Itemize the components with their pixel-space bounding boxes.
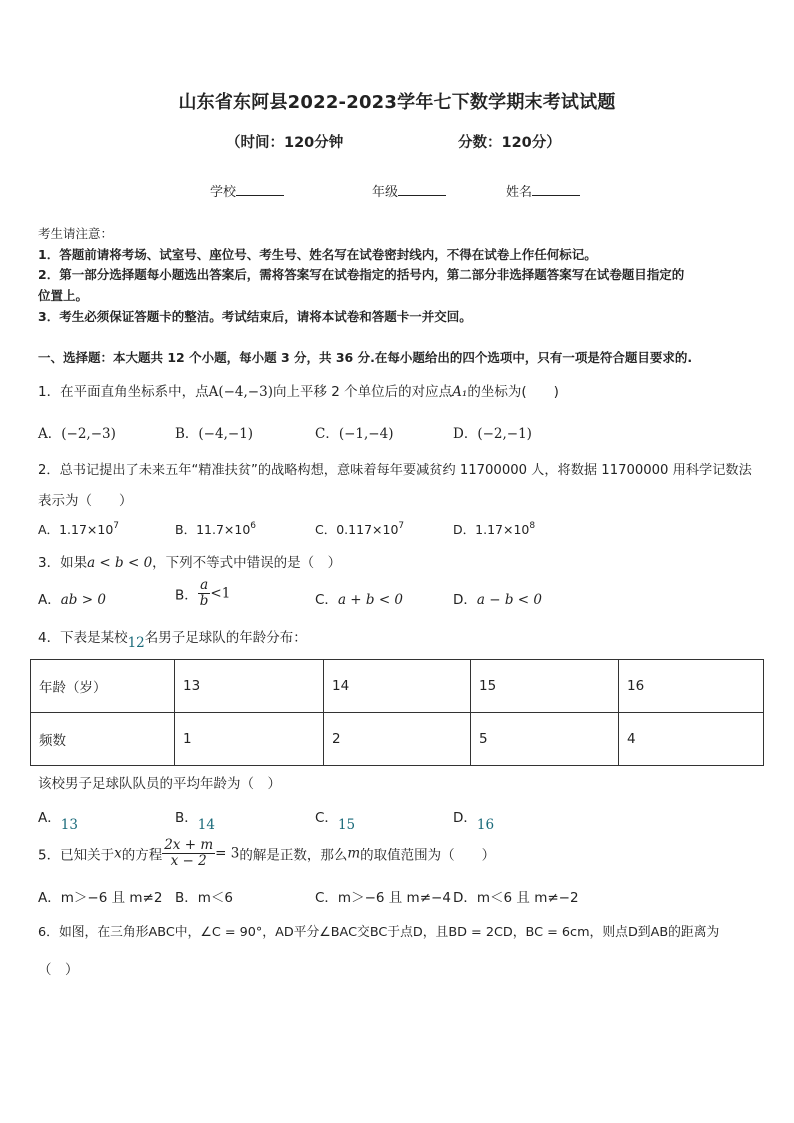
q3-text: 3．如果 bbox=[38, 555, 88, 571]
q4-number: 12 bbox=[127, 635, 145, 651]
section-heading: 一、选择题：本大题共 12 个小题，每小题 3 分，共 36 分.在每小题给出的四个选项中，只有一项是符合题目要求的. bbox=[38, 350, 693, 365]
grade-label: 年级 bbox=[372, 185, 399, 200]
table-cell: 年龄（岁） bbox=[31, 660, 175, 713]
name-blank bbox=[532, 183, 580, 196]
q1-text: 1．在平面直角坐标系中，点 bbox=[38, 384, 209, 400]
q1-option-a: A．(−2,−3) bbox=[38, 426, 116, 442]
page-title: 山东省东阿县2022-2023学年七下数学期末考试试题 bbox=[178, 92, 616, 113]
question-2-cont: 表示为（ ） bbox=[38, 493, 133, 509]
q3-option-c: C．a + b < 0 bbox=[315, 592, 404, 608]
q4-text: 4．下表是某校 bbox=[38, 630, 128, 646]
table-cell: 5 bbox=[471, 713, 619, 766]
q1-point: A(−4,−3) bbox=[208, 384, 273, 400]
q4-text-post: 名男子足球队的年龄分布： bbox=[144, 630, 307, 646]
q1-text-mid: 向上平移 2 个单位后的对应点 bbox=[272, 384, 453, 400]
exam-time: （时间：120分钟 bbox=[226, 135, 344, 151]
q3-option-a: A．ab > 0 bbox=[38, 592, 106, 608]
name-field bbox=[506, 181, 580, 200]
question-4-prompt: 该校男子足球队队员的平均年龄为（ ） bbox=[38, 776, 281, 792]
question-5: 5．已知关于x的方程 $\frac{2x + m}{x - 2}$ = 3的解是正数，那么m的取值范围为（ ） bbox=[38, 837, 496, 869]
q2-option-b: B．$11.7\times 10^6$ bbox=[175, 521, 257, 537]
q5-option-a: A．m＞−6 且 m≠2 bbox=[38, 890, 163, 906]
q4-option-c: C．15 bbox=[315, 810, 356, 833]
table-row bbox=[31, 660, 764, 713]
notice-item: 3．考生必须保证答题卡的整洁。考试结束后，请将本试卷和答题卡一并交回。 bbox=[38, 309, 472, 324]
table-row bbox=[31, 713, 764, 766]
q1-option-d: D．(−2,−1) bbox=[453, 426, 532, 442]
table-cell: 13 bbox=[175, 660, 324, 713]
question-6: 6．如图，在三角形ABC中，∠C = 90°，AD平分∠BAC交BC于点D，且BD = 2CD，BC = 6cm，则点D到AB的距离为 bbox=[38, 925, 720, 940]
grade-field bbox=[372, 181, 446, 200]
q5-option-b: B．m＜6 bbox=[175, 890, 234, 906]
q1-point2: A₁ bbox=[452, 384, 468, 400]
question-1 bbox=[38, 380, 559, 400]
q4-option-b: B．14 bbox=[175, 810, 215, 833]
table-cell: 14 bbox=[324, 660, 471, 713]
notice-heading: 考生请注意： bbox=[38, 226, 114, 241]
table-cell: 4 bbox=[619, 713, 764, 766]
q1-text-post: 的坐标为( ) bbox=[467, 384, 559, 400]
q4-option-a: A．13 bbox=[38, 810, 78, 833]
q2-option-d: D．$1.17\times 10^8$ bbox=[453, 521, 536, 537]
school-label: 学校 bbox=[210, 185, 237, 200]
q3-fraction: $\frac{a}{b}$ bbox=[199, 577, 209, 609]
notice-item: 2．第一部分选择题每小题选出答案后，需将答案写在试卷指定的括号内，第二部分非选择题答案写在试卷题目指定的 bbox=[38, 267, 685, 282]
question-2: 2．总书记提出了未来五年“精准扶贫”的战略构想，意味着每年要减贫约 11700000 人，将数据 11700000 用科学记数法 bbox=[38, 463, 752, 478]
notice-item: 1．答题前请将考场、试室号、座位号、考生号、姓名写在试卷密封线内，不得在试卷上作任何标记。 bbox=[38, 247, 597, 262]
q4-option-d: D．16 bbox=[453, 810, 495, 833]
table-cell: 15 bbox=[471, 660, 619, 713]
exam-score: 分数：120分） bbox=[458, 135, 561, 151]
q1-option-c: C．(−1,−4) bbox=[315, 426, 394, 442]
name-label: 姓名 bbox=[506, 185, 533, 200]
q3-option-d: D．a − b < 0 bbox=[453, 592, 542, 608]
age-table bbox=[30, 659, 764, 766]
table-cell: 2 bbox=[324, 713, 471, 766]
q3-option-b: B． $\frac{a}{b}$ <1 bbox=[175, 577, 231, 609]
q2-option-c: C．$0.117\times 10^7$ bbox=[315, 521, 405, 537]
question-4 bbox=[38, 626, 307, 651]
notice-item: 位置上。 bbox=[38, 288, 89, 303]
question-6-cont: （ ） bbox=[38, 962, 79, 978]
table-cell: 1 bbox=[175, 713, 324, 766]
table-cell: 16 bbox=[619, 660, 764, 713]
q3-text-post: ，下列不等式中错误的是（ ） bbox=[152, 555, 342, 571]
q5-option-d: D．m＜6 且 m≠−2 bbox=[453, 890, 579, 906]
grade-blank bbox=[398, 183, 446, 196]
q1-option-b: B．(−4,−1) bbox=[175, 426, 254, 442]
q2-option-a: A．$1.17\times 10^7$ bbox=[38, 521, 120, 537]
q5-option-c: C．m＞−6 且 m≠−4 bbox=[315, 890, 451, 906]
q3-condition: a < b < 0 bbox=[87, 555, 153, 571]
question-3 bbox=[38, 551, 341, 571]
q5-fraction: $\frac{2x + m}{x - 2}$ bbox=[164, 837, 214, 869]
school-field bbox=[210, 181, 284, 200]
table-cell: 频数 bbox=[31, 713, 175, 766]
school-blank bbox=[236, 183, 284, 196]
